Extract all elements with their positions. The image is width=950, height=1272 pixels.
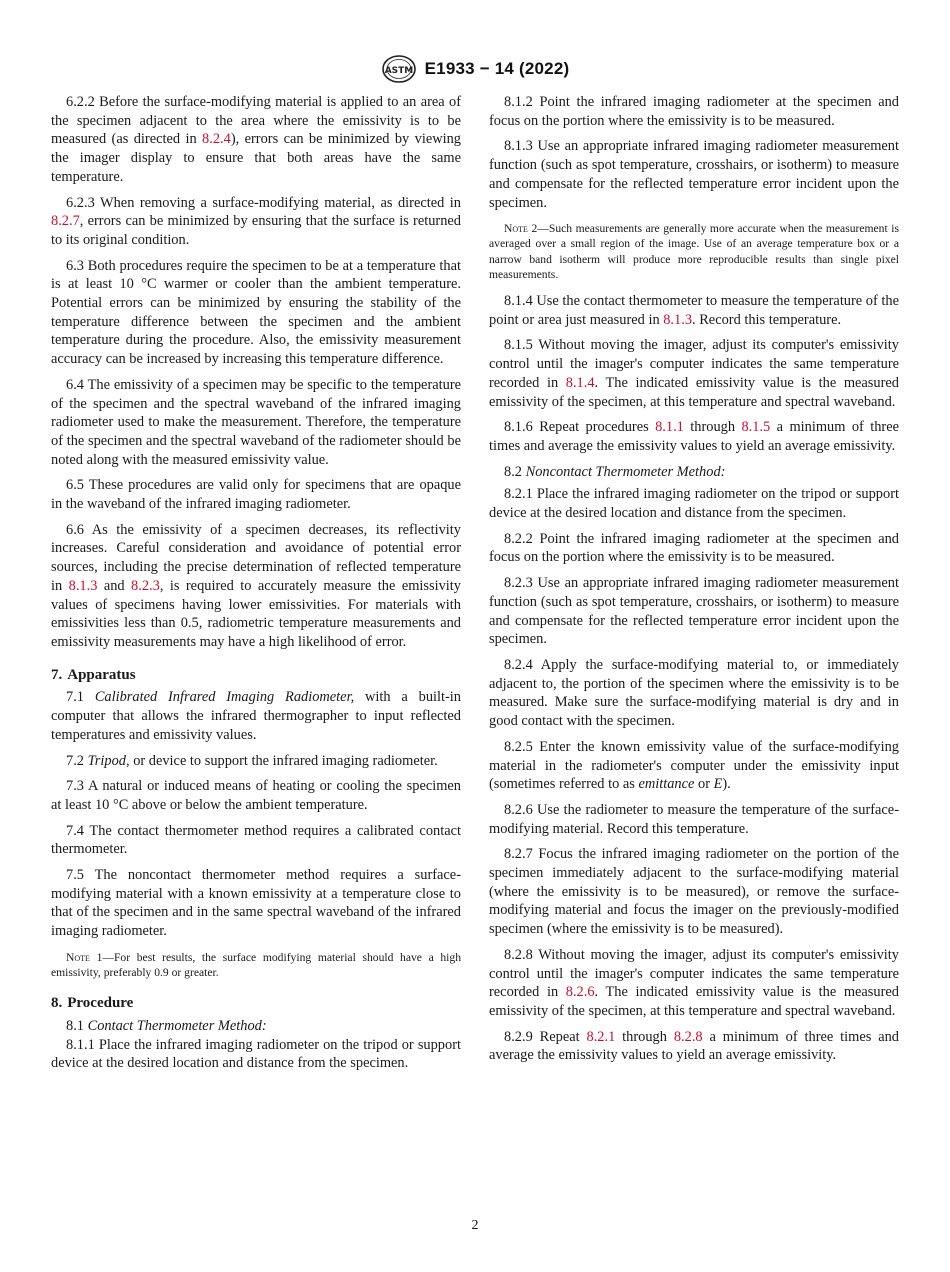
para-8-1-3: 8.1.3 Use an appropriate infrared imaging radiometer measurement function (such as spot temperature, crosshairs, or isotherm) to measure and compensate for the reflected temperature error incident upon the specimen. <box>489 138 899 211</box>
svg-text:ASTM: ASTM <box>384 66 413 76</box>
para-8-1-6: 8.1.6 Repeat procedures 8.1.1 through 8.1.5 a minimum of three times and average the emissivity values to yield an average emissivity. <box>489 419 899 454</box>
section-heading-procedure: 8. Procedure <box>51 995 134 1012</box>
para-7-1: 7.1 Calibrated Infrared Imaging Radiometer, with a built-in computer that allows the infrared thermographer to input reflected temperatures and emissivity values. <box>51 689 461 743</box>
para-8-1-1: 8.1.1 Place the infrared imaging radiometer on the tripod or support device at the desired location and distance from the specimen. <box>51 1036 461 1072</box>
page-number: 2 <box>471 1218 479 1233</box>
para-7-4: 7.4 The contact thermometer method requires a calibrated contact thermometer. <box>51 822 461 858</box>
para-8-2-2: 8.2.2 Point the infrared imaging radiometer at the specimen and focus on the portion where the emissivity is to be measured. <box>489 530 899 566</box>
para-8-1-2: 8.1.2 Point the infrared imaging radiometer at the specimen and focus on the portion where the emissivity is to be measured. <box>489 94 899 129</box>
note-1: Note 1—For best results, the surface modifying material should have a high emissivity, preferably 0.9 or greater. <box>51 950 461 980</box>
para-6-2-3: 6.2.3 When removing a surface-modifying material, as directed in 8.2.7, errors can be minimized by ensuring that the surface is returned to its original condition. <box>51 194 461 248</box>
para-8-2-3: 8.2.3 Use an appropriate infrared imaging radiometer measurement function (such as spot temperature, crosshairs, or isotherm) to measure and compensate for the reflected temperature error incident upon the specimen. <box>489 575 899 648</box>
ref-link-8-2-8[interactable]: 8.2.8 <box>673 1028 703 1045</box>
para-6-2-2: 6.2.2 Before the surface-modifying material is applied to an area of the specimen adjacent to the area where the emissivity is to be measured (as directed in 8.2.4), errors can be minimized by viewing the imager display to ensure that both areas have the same temperature. <box>51 94 462 185</box>
left-column <box>51 93 461 1080</box>
para-8-2-9: 8.2.9 Repeat 8.2.1 through 8.2.8 a minimum of three times and average the emissivity values to yield an average emissivity. <box>489 1028 899 1064</box>
ref-link-8-1-4[interactable]: 8.1.4 <box>565 374 595 391</box>
ref-link-8-2-4[interactable]: 8.2.4 <box>202 131 231 148</box>
para-6-4: 6.4 The emissivity of a specimen may be specific to the temperature of the specimen and the spectral waveband of the infrared imaging radiometer used to make the measurement. Therefore, the temperature of the specimen and the spectral waveband of the radiometer should be noted along with the measured emissivity value. <box>51 376 461 468</box>
para-8-2-4: 8.2.4 Apply the surface-modifying material to, or immediately adjacent to, the portion of the specimen where the emissivity is to be measured. Make sure the surface-modifying material is dry and in good contact with the specimen. <box>489 656 899 730</box>
ref-link-8-1-3[interactable]: 8.1.3 <box>663 311 693 328</box>
para-8-2-6: 8.2.6 Use the radiometer to measure the temperature of the surface-modifying material. Record this temperature. <box>489 801 899 837</box>
para-8-1-5: 8.1.5 Without moving the imager, adjust its computer's emissivity control until the imager's computer indicates the same temperature recorded in 8.1.4. The indicated emissivity value is the measured emissivity of the specimen, at this temperature and spectral waveband. <box>489 337 899 410</box>
ref-link-8-1-1[interactable]: 8.1.1 <box>655 419 684 436</box>
ref-link-8-2-3[interactable]: 8.2.3 <box>131 577 160 594</box>
para-8-2-5: 8.2.5 Enter the known emissivity value of the surface-modifying material in the radiometer's computer under the emissivity input (sometimes referred to as emittance or E). <box>489 738 899 793</box>
note-2: Note 2—Such measurements are generally more accurate when the measurement is averaged over a small region of the image. Use of an average temperature box or a narrow band isotherm will produce more reproducible results than single pixel measurements. <box>489 222 899 281</box>
para-8-2-1: 8.2.1 Place the infrared imaging radiometer on the tripod or support device at the desired location and distance from the specimen. <box>489 486 899 522</box>
right-column <box>489 93 899 1072</box>
para-6-5: 6.5 These procedures are valid only for specimens that are opaque in the waveband of the infrared imaging radiometer. <box>51 477 461 513</box>
ref-link-8-2-7[interactable]: 8.2.7 <box>51 213 80 230</box>
para-6-3: 6.3 Both procedures require the specimen to be at a temperature that is at least 10 °C warmer or cooler than the ambient temperature. Potential errors can be minimized by ensuring the stability of the temperature difference between the specimen and the ambient temperature during the procedure. Also, the emissivity measurement accuracy can be increased by increasing this temperature difference. <box>51 257 461 368</box>
para-7-2: 7.2 Tripod, or device to support the infrared imaging radiometer. <box>66 752 438 769</box>
astm-logo-icon <box>381 54 417 84</box>
para-8-2-8: 8.2.8 Without moving the imager, adjust its computer's emissivity control until the imager's computer indicates the same temperature recorded in 8.2.6. The indicated emissivity value is the measured emissivity of the specimen, at this temperature and spectral waveband. <box>489 946 899 1019</box>
para-6-6: 6.6 As the emissivity of a specimen decreases, its reflectivity increases. Careful consideration and avoidance of potential error sources, including the precise determination of reflected temperature in 8.1.3 and 8.2.3, is required to accurately measure the emissivity values of specimens having lower emissivities. For materials with emissivities less than 0.5, radiometric temperature measurements and emissivity measurements may have a high likelihood of error. <box>51 521 461 650</box>
para-7-5: 7.5 The noncontact thermometer method requires a surface-modifying material with a known emissivity at a temperature close to that of the specimen and in the same spectral waveband of the infrared imaging radiometer. <box>51 867 461 940</box>
para-8-1: 8.1 Contact Thermometer Method: <box>66 1017 267 1034</box>
section-heading-apparatus: 7. Apparatus <box>51 666 136 683</box>
ref-link-8-2-6[interactable]: 8.2.6 <box>565 984 595 1001</box>
para-7-3: 7.3 A natural or induced means of heating or cooling the specimen at least 10 °C above or below the ambient temperature. <box>51 778 461 813</box>
document-designation: E1933 − 14 (2022) <box>424 59 570 78</box>
ref-link-8-2-1[interactable]: 8.2.1 <box>586 1028 616 1045</box>
para-8-1-4: 8.1.4 Use the contact thermometer to measure the temperature of the point or area just measured in 8.1.3. Record this temperature. <box>489 293 899 328</box>
para-8-2: 8.2 Noncontact Thermometer Method: <box>504 463 726 480</box>
ref-link-8-1-3[interactable]: 8.1.3 <box>68 577 98 594</box>
ref-link-8-1-5[interactable]: 8.1.5 <box>741 419 771 436</box>
para-8-2-7: 8.2.7 Focus the infrared imaging radiometer on the portion of the specimen immediately adjacent to the surface-modifying material (where the emissivity is to be measured), or remove the surface-modifying material and focus the imager on the previously-modified specimen (where the emissivity is to be measured). <box>489 846 899 938</box>
page-header <box>0 54 950 84</box>
